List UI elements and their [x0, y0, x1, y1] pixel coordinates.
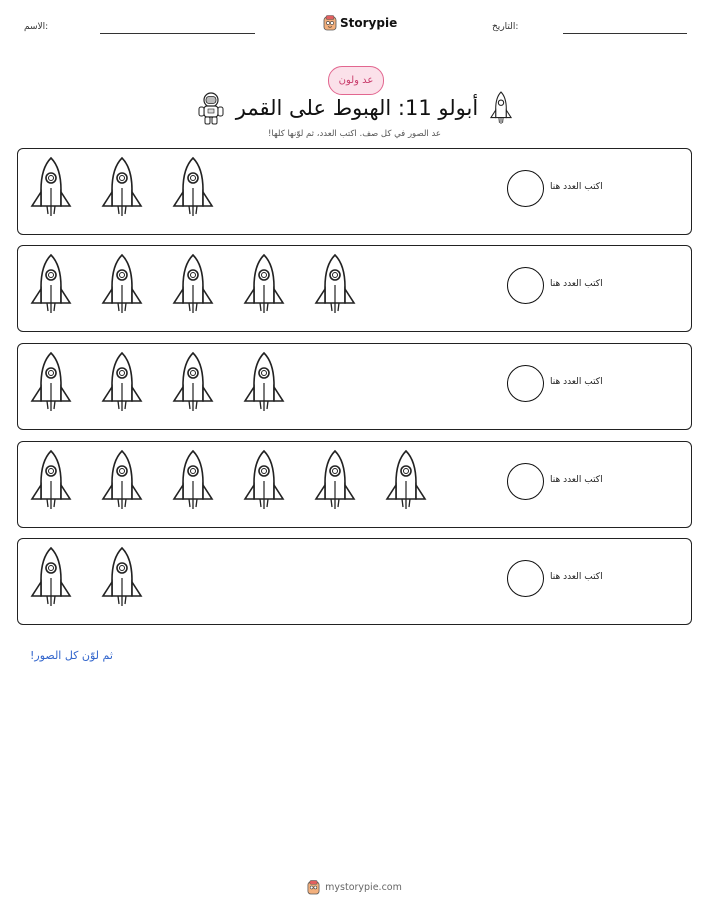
counting-row: [17, 538, 692, 625]
answer-label: اكتب العدد هنا: [550, 572, 603, 582]
rocket-icon: [101, 253, 143, 317]
answer-area: [506, 266, 631, 306]
counting-row: [17, 245, 692, 332]
answer-label: اكتب العدد هنا: [550, 377, 603, 387]
site-footer: [0, 880, 709, 895]
answer-circle[interactable]: [507, 560, 544, 597]
rocket-icon: [101, 449, 143, 513]
brand: [323, 13, 397, 33]
date-label: التاريخ:: [492, 22, 519, 32]
page-title: أبولو 11: الهبوط على القمر: [235, 96, 479, 120]
answer-area: [506, 559, 631, 599]
site-url: mystorypie.com: [325, 882, 402, 893]
date-line: [563, 33, 687, 34]
rocket-icon: [488, 91, 514, 125]
counting-row: [17, 441, 692, 528]
rocket-icon: [172, 253, 214, 317]
rocket-icon: [385, 449, 427, 513]
rocket-icon: [30, 546, 72, 610]
rocket-icon: [314, 253, 356, 317]
name-label: الاسم:: [24, 22, 49, 32]
rocket-icon: [172, 449, 214, 513]
rocket-icon: [243, 351, 285, 415]
footer-note: ثم لوّن كل الصور!: [30, 649, 113, 662]
storypie-logo-icon: [323, 15, 337, 31]
brand-name: Storypie: [340, 16, 398, 30]
rocket-icon: [101, 351, 143, 415]
title-row: [190, 90, 520, 126]
answer-circle[interactable]: [507, 267, 544, 304]
answer-area: [506, 169, 631, 209]
astronaut-icon: [196, 91, 226, 125]
answer-label: اكتب العدد هنا: [550, 182, 603, 192]
rocket-icon: [30, 253, 72, 317]
answer-label: اكتب العدد هنا: [550, 475, 603, 485]
answer-circle[interactable]: [507, 365, 544, 402]
rocket-icon: [243, 253, 285, 317]
answer-area: [506, 364, 631, 404]
name-line: [100, 33, 255, 34]
rocket-icon: [101, 546, 143, 610]
storypie-logo-icon: [307, 880, 320, 895]
rocket-icon: [172, 156, 214, 220]
counting-row: [17, 148, 692, 235]
counting-row: [17, 343, 692, 430]
answer-area: [506, 462, 631, 502]
instructions: عد الصور في كل صف. اكتب العدد، ثم لوّنها كلها!: [267, 129, 442, 139]
worksheet-header: [0, 0, 709, 50]
answer-circle[interactable]: [507, 170, 544, 207]
answer-circle[interactable]: [507, 463, 544, 500]
rocket-icon: [30, 449, 72, 513]
rocket-icon: [314, 449, 356, 513]
rocket-icon: [101, 156, 143, 220]
worksheet-type-badge: عد ولون: [328, 66, 384, 95]
rocket-icon: [172, 351, 214, 415]
answer-label: اكتب العدد هنا: [550, 279, 603, 289]
rocket-icon: [243, 449, 285, 513]
rocket-icon: [30, 351, 72, 415]
rocket-icon: [30, 156, 72, 220]
